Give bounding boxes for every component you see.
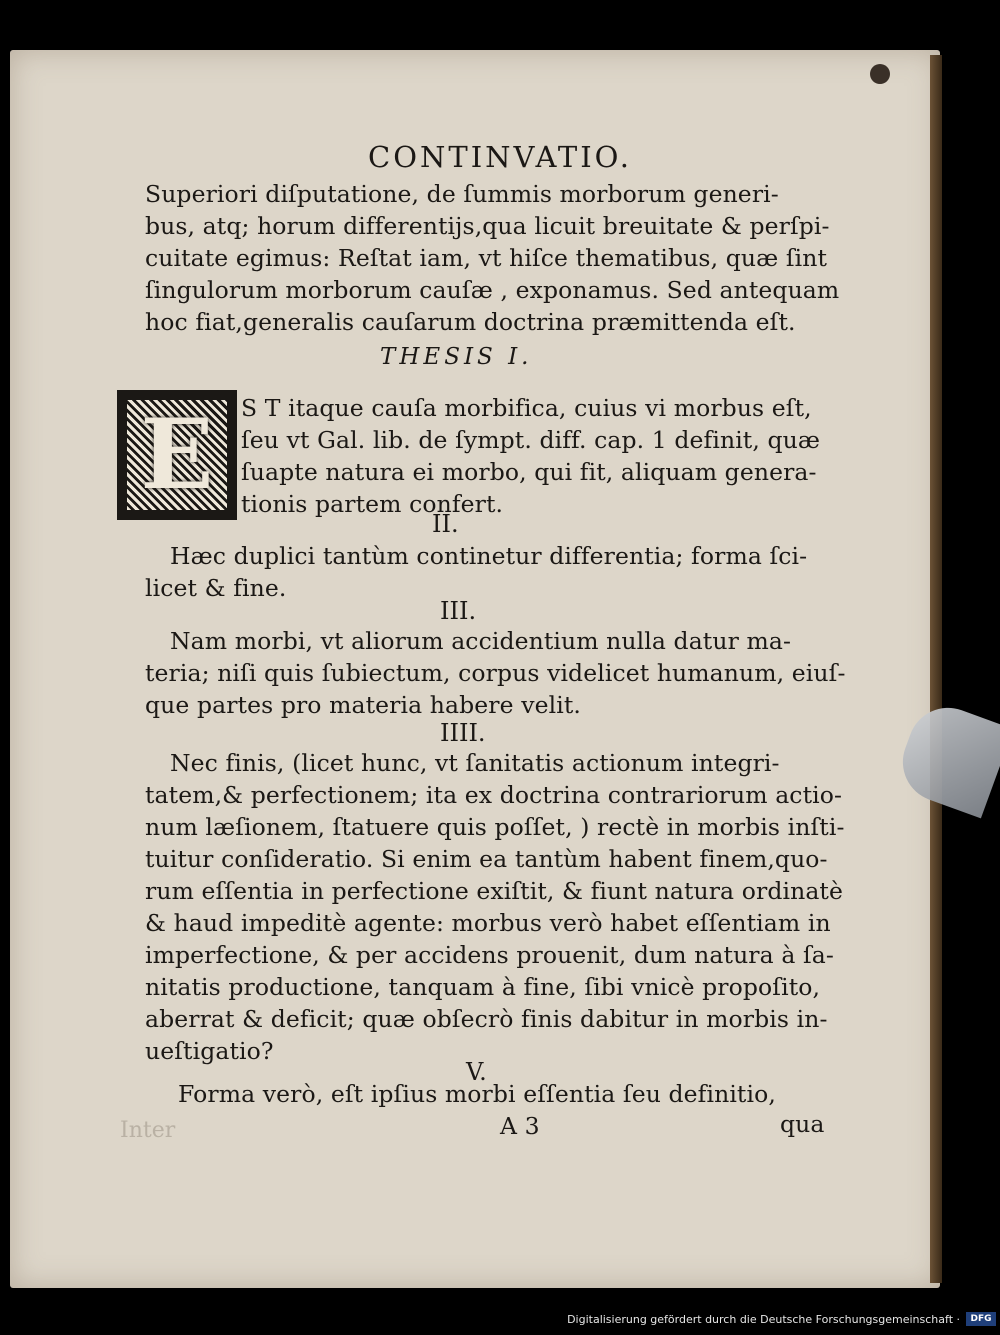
thesis-4-line: tuitur conſideratio. Si enim ea tantùm habent finem,quo-: [145, 845, 828, 873]
thesis-2-heading: II.: [432, 510, 459, 538]
credit-text: Digitalisierung gefördert durch die Deutsche Forschungsgemeinschaft ·: [567, 1313, 960, 1326]
thesis-4-line: aberrat & deficit; quæ obſecrò finis dabitur in morbis in-: [145, 1005, 828, 1033]
thesis-3-line: que partes pro materia habere velit.: [145, 691, 581, 719]
intro-line: hoc fiat,generalis cauſarum doctrina præmittenda eſt.: [145, 308, 796, 336]
thesis-4-heading: IIII.: [440, 719, 486, 747]
decorated-initial: [117, 390, 237, 520]
thesis-1-line: ſuapte natura ei morbo, qui fit, aliquam genera-: [241, 458, 817, 486]
thesis-1-line: S T itaque cauſa morbifica, cuius vi morbus eſt,: [241, 394, 812, 422]
thesis-4-line: nitatis productione, tanquam à fine, ſibi vnicè propoſito,: [145, 973, 821, 1001]
thesis-4-line: imperfectione, & per accidens prouenit, dum natura à ſa-: [145, 941, 834, 969]
thesis-4-line: & haud impeditè agente: morbus verò habet eſſentiam in: [145, 909, 831, 937]
signature-mark: A 3: [500, 1112, 540, 1140]
initial-letter: E: [140, 398, 214, 511]
thesis-1-line: ſeu vt Gal. lib. de ſympt. diff. cap. 1 definit, quæ: [241, 426, 821, 454]
thesis-2-line: licet & fine.: [145, 574, 287, 602]
thesis-3-line: Nam morbi, vt aliorum accidentium nulla datur ma-: [170, 627, 792, 655]
thesis-4-line: rum eſſentia in perfectione exiſtit, & fiunt natura ordinatè: [145, 877, 843, 905]
thesis-3-line: teria; niſi quis ſubiectum, corpus videlicet humanum, eiuſ-: [145, 659, 846, 687]
book-edge: [930, 55, 942, 1283]
intro-line: Superiori diſputatione, de ſummis morborum generi-: [145, 180, 779, 208]
page-title: CONTINVATIO.: [368, 140, 632, 174]
catchword: qua: [780, 1110, 825, 1138]
intro-line: ſingulorum morborum cauſæ , exponamus. Sed antequam: [145, 276, 840, 304]
thesis-4-line: ueſtigatio?: [145, 1037, 274, 1065]
thesis-4-line: tatem,& perfectionem; ita ex doctrina contrariorum actio-: [145, 781, 843, 809]
thesis-1-line: tionis partem confert.: [241, 490, 504, 518]
intro-line: bus, atq; horum differentijs,qua licuit breuitate & perſpi-: [145, 212, 830, 240]
thesis-3-heading: III.: [440, 597, 477, 625]
thesis-5-line: Forma verò, eſt ipſius morbi eſſentia ſeu definitio,: [178, 1080, 776, 1108]
thesis-2-line: Hæc duplici tantùm continetur differentia; forma ſci-: [170, 542, 808, 570]
thesis-5-heading: V.: [466, 1058, 487, 1086]
dfg-logo: DFG: [966, 1312, 996, 1326]
intro-line: cuitate egimus: Reſtat iam, vt hiſce thematibus, quæ ſint: [145, 244, 828, 272]
thesis-4-line: num læſionem, ſtatuere quis poſſet, ) rectè in morbis inſti-: [145, 813, 845, 841]
thesis-4-line: Nec finis, (licet hunc, vt ſanitatis actionum integri-: [170, 749, 780, 777]
ink-spot: [870, 64, 890, 84]
thesis-1-heading: THESIS I.: [380, 344, 533, 370]
show-through-text: Inter: [120, 1118, 176, 1143]
